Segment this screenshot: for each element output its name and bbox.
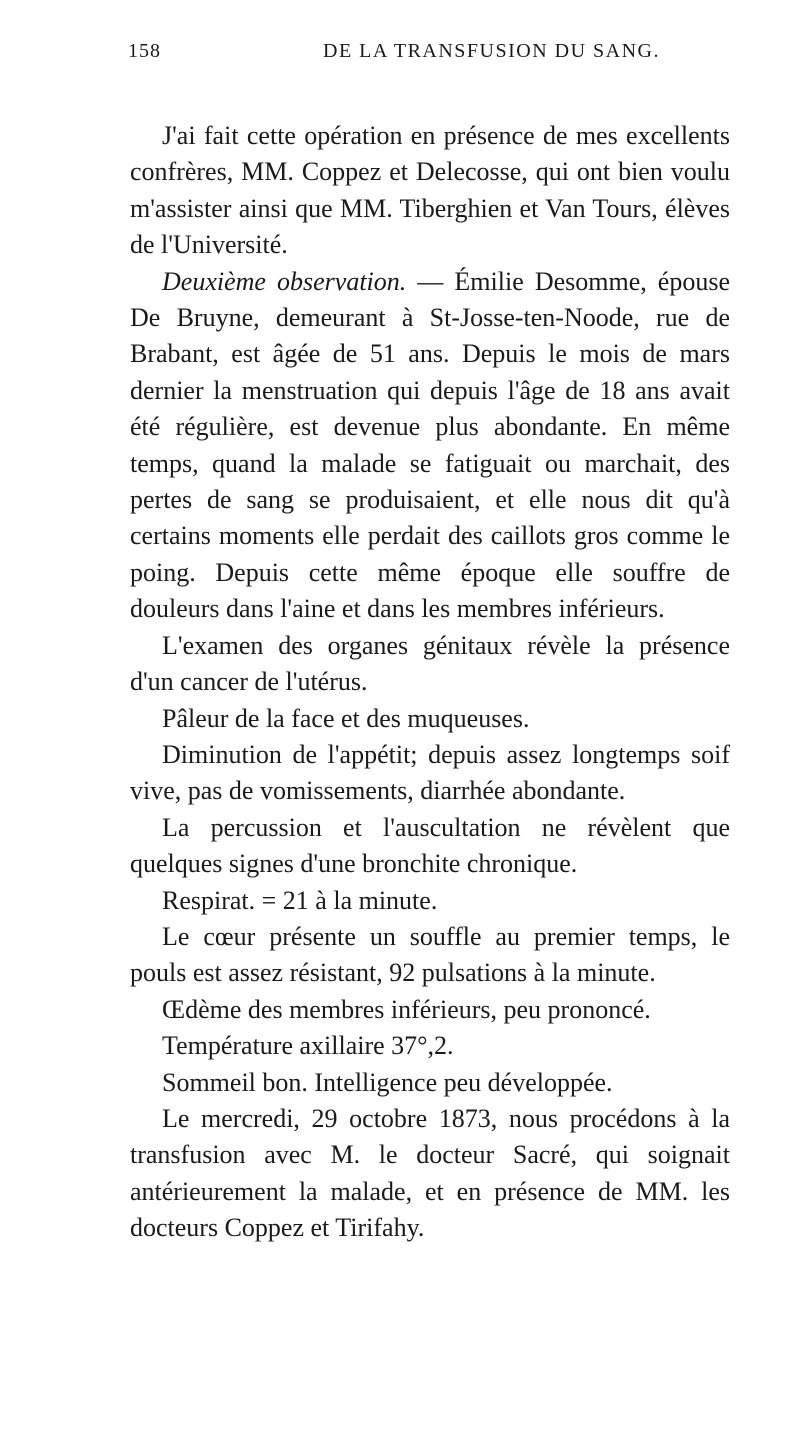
paragraph (130, 919, 730, 992)
paragraph (130, 264, 730, 628)
paragraph-text: Température axillaire 37°,2. (162, 1031, 454, 1061)
paragraph (130, 628, 730, 701)
paragraph-text: Sommeil bon. Intelligence peu développée. (162, 1067, 613, 1097)
running-title: DE LA TRANSFUSION DU SANG. (323, 40, 660, 62)
body-text (130, 118, 730, 1247)
paragraph (130, 118, 730, 264)
paragraph-text: Le mercredi, 29 octobre 1873, nous procédons à la transfusion avec M. le docteur Sacré, qui soignait antérieurement la malade, et en présence de MM. les docteurs Coppez et Tirifahy. (130, 1103, 730, 1243)
paragraph (130, 1065, 730, 1101)
paragraph-text: Pâleur de la face et des muqueuses. (162, 703, 530, 733)
paragraph-text: J'ai fait cette opération en présence de mes excellents confrères, MM. Coppez et Delecosse, qui ont bien voulu m'assister ainsi que MM. Tiberghien et Van Tours, élèves de l'Université. (130, 121, 730, 260)
observation-heading: Deuxième observation. (162, 266, 407, 296)
paragraph (130, 992, 730, 1028)
paragraph-text: — Émilie Desomme, épouse De Bruyne, demeurant à St-Josse-ten-Noode, rue de Brabant, est âgée de 51 ans. Depuis le mois de mars dernier la menstruation qui depuis l'âge de 18 ans avait été régulière, est devenue plus abondante. En même temps, quand la malade se fatiguait ou marchait, des pertes de sang se produisaient, et elle nous dit qu'à certains moments elle perdait des caillots gros comme le poing. Depuis cette même époque elle souffre de douleurs dans l'aine et dans les membres inférieurs. (130, 266, 731, 624)
running-head (128, 40, 728, 80)
paragraph (130, 1101, 730, 1247)
paragraph-text: L'examen des organes génitaux révèle la présence d'un cancer de l'utérus. (130, 630, 730, 697)
paragraph-text: La percussion et l'auscultation ne révèlent que quelques signes d'une bronchite chronique. (130, 812, 730, 879)
paragraph (130, 883, 730, 919)
page-number: 158 (128, 40, 161, 62)
paragraph-text: Diminution de l'appétit; depuis assez longtemps soif vive, pas de vomissements, diarrhée abondante. (130, 739, 730, 806)
paragraph-text: Œdème des membres inférieurs, peu prononcé. (162, 994, 651, 1024)
paragraph (130, 810, 730, 883)
paragraph-text: Le cœur présente un souffle au premier temps, le pouls est assez résistant, 92 pulsations à la minute. (130, 921, 730, 988)
paragraph (130, 701, 730, 737)
paragraph (130, 1028, 730, 1064)
paragraph-text: Respirat. = 21 à la minute. (162, 885, 438, 915)
paragraph (130, 737, 730, 810)
